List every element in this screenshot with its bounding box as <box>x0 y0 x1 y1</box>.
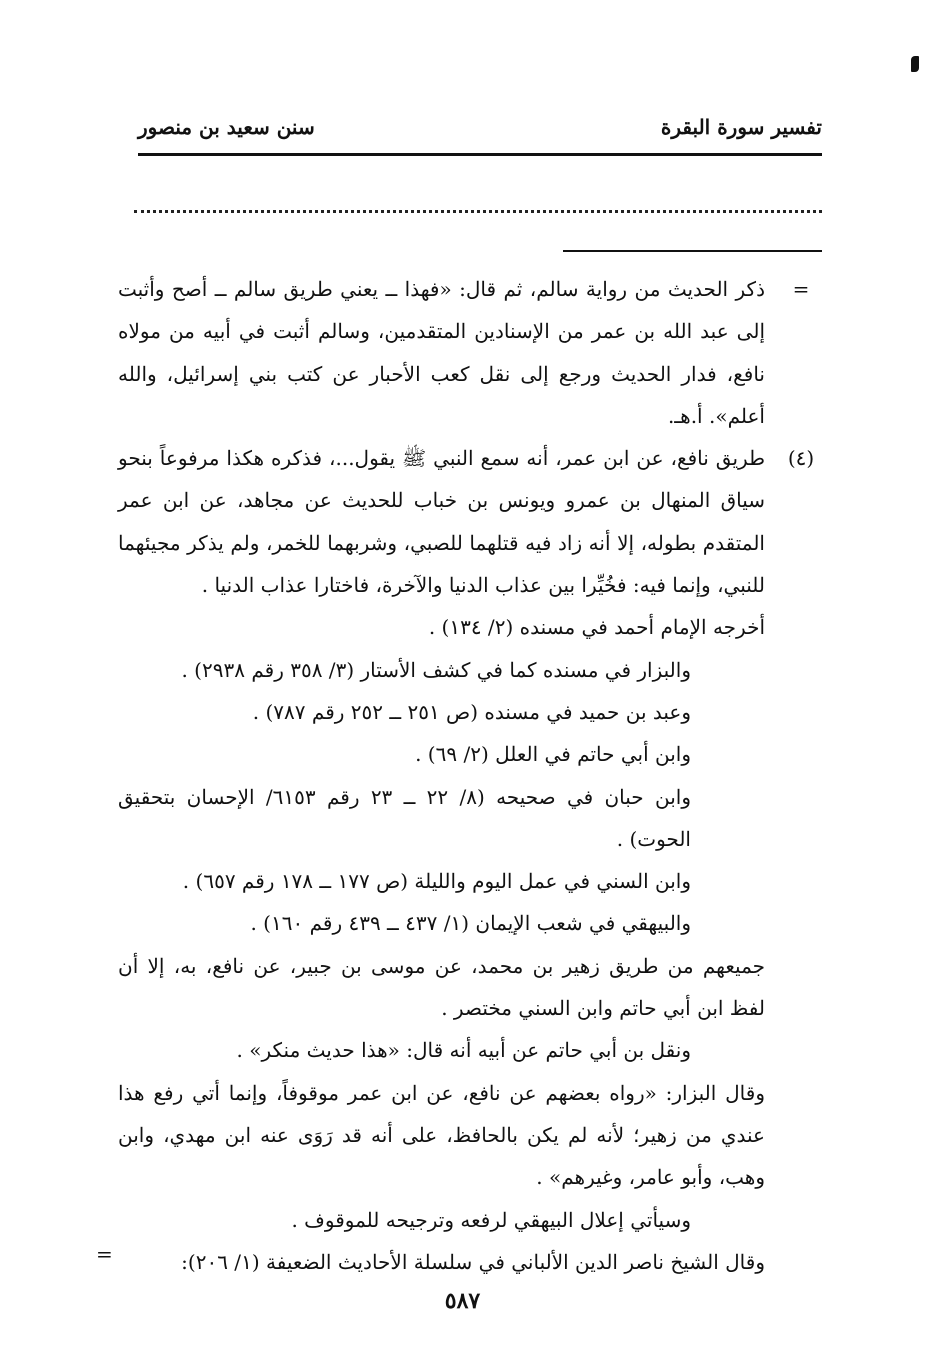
header-book-title: سنن سعيد بن منصور <box>138 115 315 139</box>
footnote-separator <box>563 250 822 252</box>
footnote-paragraph: وسيأتي إعلال البيهقي لرفعه وترجيحه للموقوف . <box>291 1207 691 1232</box>
footnotes-body <box>118 268 825 1283</box>
footnote-marker: (٤) <box>787 446 815 471</box>
footnote-paragraph: وابن أبي حاتم في العلل (٢/ ٦٩) . <box>415 742 691 767</box>
footnote-paragraph: طريق نافع، عن ابن عمر، أنه سمع النبي ﷺ يقول...، فذكره هكذا مرفوعاً بنحو سياق المنهال بن عمرو ويونس بن خباب للحديث عن مجاهد، عن ابن عمر المتقدم بطوله، إلا أنه زاد فيه قتلهما للصبي، وشربهما للخمر، ولم يذكر مجيئهما للنبي، وإنما فيه: فخُيِّرا بين عذاب الدنيا والآخرة، فاختارا عذاب الدنيا . <box>118 446 765 598</box>
footnote-paragraph: وابن حبان في صحيحه (٨/ ٢٢ ــ ٢٣ رقم ٦١٥٣/ الإحسان بتحقيق الحوت) . <box>118 784 691 851</box>
footnote-marker: = <box>792 277 810 301</box>
header-surah-title: تفسير سورة البقرة <box>660 115 822 139</box>
footnote-paragraph: جميعهم من طريق زهير بن محمد، عن موسى بن جبير، عن نافع، به، إلا أن لفظ ابن أبي حاتم وابن السني مختصر . <box>118 953 765 1021</box>
footnote-paragraph: وعبد بن حميد في مسنده (ص ٢٥١ ــ ٢٥٢ رقم ٧٨٧) . <box>252 699 691 724</box>
footnote-block <box>118 268 825 437</box>
footnote-block <box>118 437 825 1283</box>
footnote-paragraph: والبزار في مسنده كما في كشف الأستار (٣/ ٣٥٨ رقم ٢٩٣٨) . <box>181 657 691 682</box>
footnote-paragraph: وقال الشيخ ناصر الدين الألباني في سلسلة الأحاديث الضعيفة (١/ ٢٠٦): <box>181 1249 765 1274</box>
footnote-paragraph: وقال البزار: «رواه بعضهم عن نافع، عن ابن عمر موقوفاً، وإنما أتي رفع هذا عندي من زهير؛ لأنه لم يكن بالحافظ، على أنه قد رَوَى عنه ابن مهدي، وابن وهب، وأبو عامر، وغيرهم» . <box>118 1080 765 1190</box>
continuation-mark: = <box>96 1242 113 1266</box>
page-number: ٥٨٧ <box>444 1288 481 1314</box>
header-rule <box>138 153 822 156</box>
footnote-paragraph: ذكر الحديث من رواية سالم، ثم قال: «فهذا ــ يعني طريق سالم ــ أصح وأثبت إلى عبد الله بن عمر من الإسنادين المتقدمين، وسالم أثبت في أبيه من مولاه نافع، فدار الحديث ورجع إلى نقل كعب الأحبار عن كتب بني إسرائيل، والله أعلم». أ.هـ. <box>118 277 765 428</box>
running-header <box>138 110 822 144</box>
footnote-paragraph: أخرجه الإمام أحمد في مسنده (٢/ ١٣٤) . <box>428 615 765 640</box>
dotted-separator <box>134 210 822 213</box>
footnote-paragraph: ونقل بن أبي حاتم عن أبيه أنه قال: «هذا حديث منكر» . <box>236 1038 691 1063</box>
footnote-paragraph: والبيهقي في شعب الإيمان (١/ ٤٣٧ ــ ٤٣٩ رقم ١٦٠) . <box>250 911 691 936</box>
corner-ink-mark <box>911 56 919 72</box>
footnote-paragraph: وابن السني في عمل اليوم والليلة (ص ١٧٧ ــ ١٧٨ رقم ٦٥٧) . <box>182 869 691 894</box>
